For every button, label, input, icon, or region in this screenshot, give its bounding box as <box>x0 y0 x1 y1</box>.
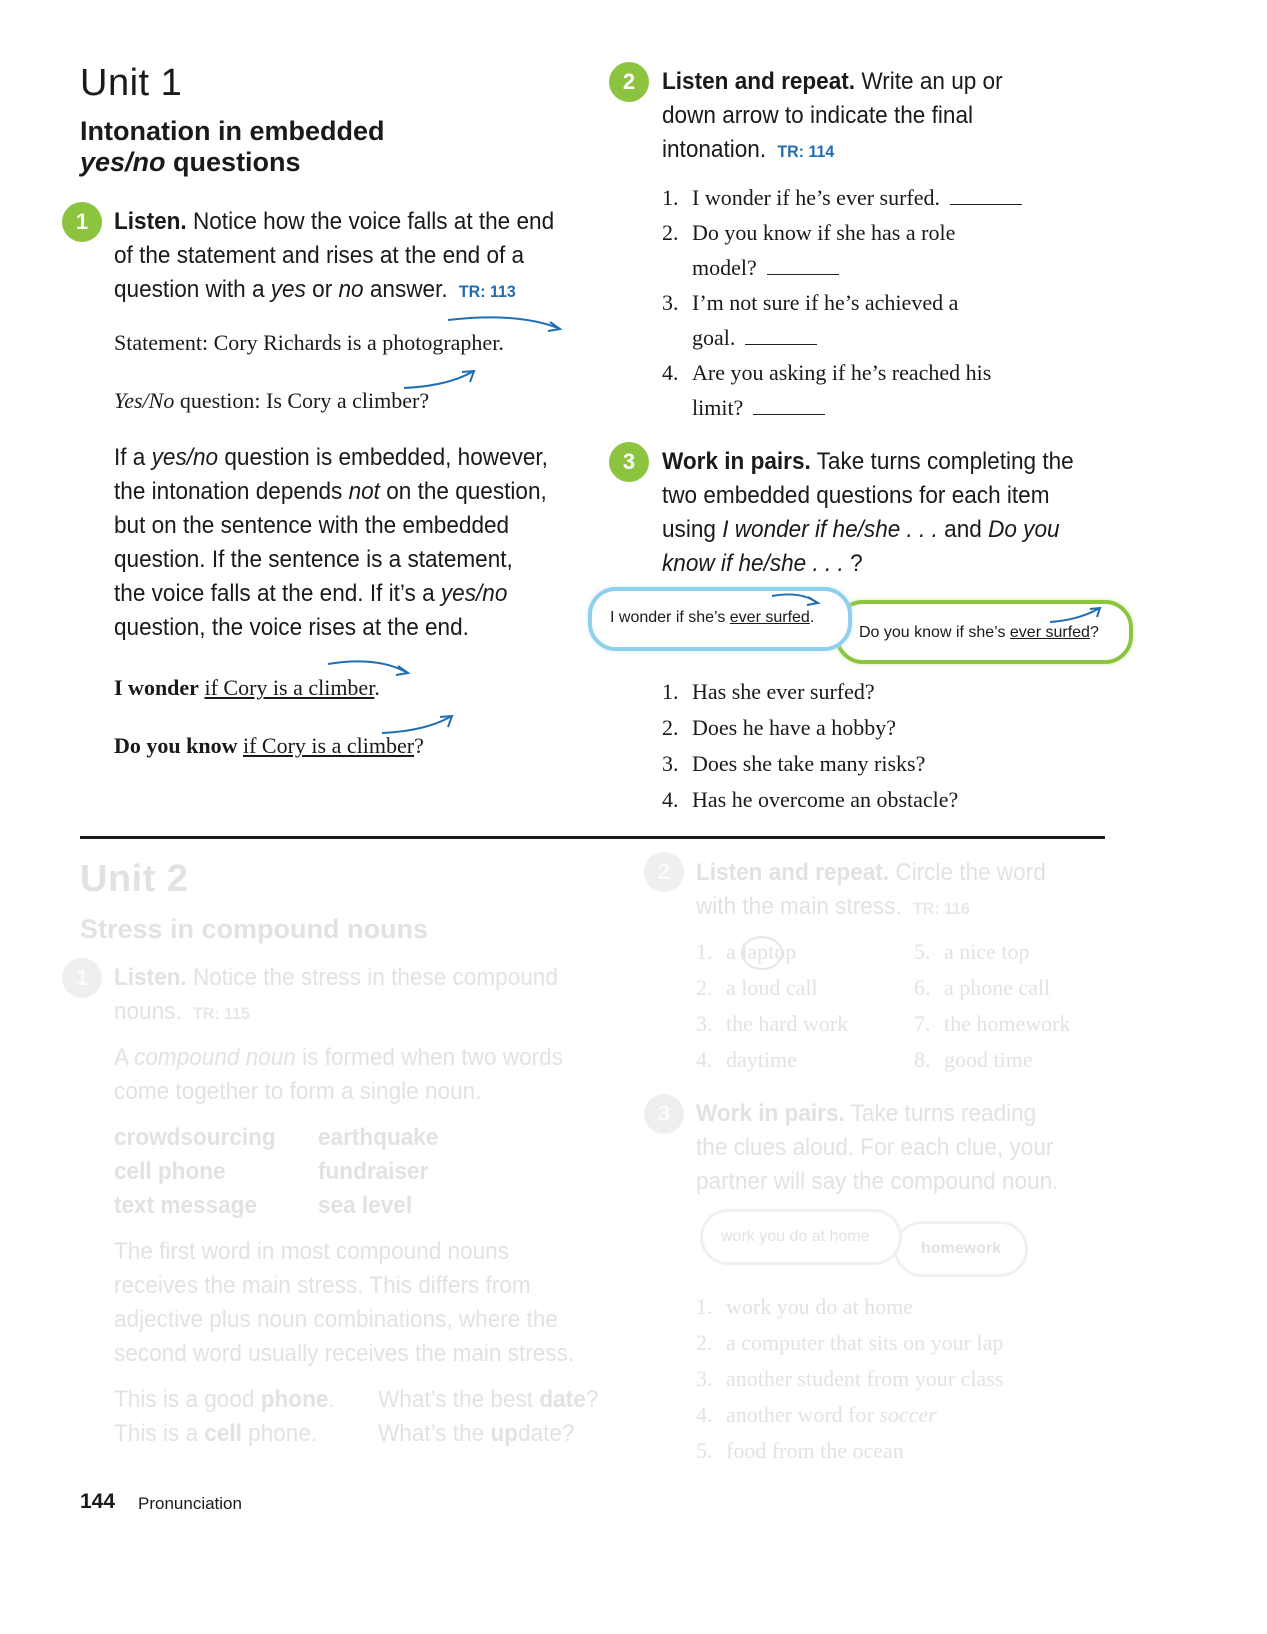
exercise-3-badge: 3 <box>609 442 649 482</box>
compound-words-col2 <box>318 1121 438 1223</box>
item-text: Does he have a hobby? <box>692 715 897 740</box>
answer-blank[interactable] <box>950 186 1022 205</box>
exercise-1-instructions <box>114 205 584 309</box>
item-text: a nice top <box>944 939 1030 964</box>
example1-under: if Cory is a climber <box>204 675 375 700</box>
item-number: 4. <box>662 787 679 812</box>
item-number: 5. <box>696 1438 713 1463</box>
para-italic: not <box>348 478 380 505</box>
compound-word: text message <box>114 1192 257 1219</box>
list-item[interactable] <box>696 934 906 970</box>
list-item <box>662 285 1082 355</box>
list-item[interactable] <box>696 1042 906 1078</box>
para-text: question is embedded, however, <box>218 444 548 471</box>
ex3-line3-pre: using <box>662 516 723 543</box>
item-number: 3. <box>696 1011 713 1036</box>
item-number: 3. <box>696 1366 713 1391</box>
item-number: 3. <box>662 751 679 776</box>
item-number: 1. <box>662 679 679 704</box>
speech-bubble-clue <box>700 1209 902 1265</box>
item-text: another word for <box>726 1402 880 1427</box>
section-divider <box>80 836 1105 839</box>
para-text: but on the sentence with the embedded <box>114 512 510 539</box>
contrast-text: What’s the <box>378 1420 491 1447</box>
ex3-bold: Work in pairs. <box>662 448 811 475</box>
para-text: on the question, <box>379 478 547 505</box>
contrast-text: This is a <box>114 1420 205 1447</box>
list-item[interactable] <box>914 934 1114 970</box>
list-item <box>696 1361 1116 1397</box>
item-number: 2. <box>662 220 679 245</box>
para-italic: yes/no <box>440 580 508 607</box>
contrast-text: . <box>328 1386 335 1413</box>
exercise-3-list <box>662 674 1102 818</box>
list-item <box>696 1289 1116 1325</box>
ex1-no: no <box>338 276 364 303</box>
u2-ex3-line2: the clues aloud. For each clue, your <box>696 1134 1054 1161</box>
exercise-1-badge: 1 <box>62 202 102 242</box>
item-number: 1. <box>696 939 713 964</box>
list-item <box>662 782 1102 818</box>
para-text: second word usually receives the main stress. <box>114 1340 575 1367</box>
item-text: Has she ever surfed? <box>692 679 875 704</box>
item-text: a phone call <box>944 975 1051 1000</box>
list-item <box>696 1433 1116 1469</box>
item-text: I’m not sure if he’s achieved a <box>692 290 959 315</box>
track-116: TR: 116 <box>912 899 970 918</box>
item-text: a loud call <box>726 975 818 1000</box>
answer-blank[interactable] <box>753 396 825 415</box>
item-text: limit? <box>692 395 744 420</box>
ex2-line2: down arrow to indicate the final <box>662 102 974 129</box>
item-number: 6. <box>914 975 931 1000</box>
unit2-exercise-1-badge: 1 <box>62 958 102 998</box>
list-item[interactable] <box>696 970 906 1006</box>
ex3-italic: know if he/she . . . <box>662 550 844 577</box>
ex1-line3-pre: question with a <box>114 276 271 303</box>
ex2-line3: intonation. <box>662 136 767 163</box>
para-italic: yes/no <box>151 444 219 471</box>
bubble-answer-text: homework <box>921 1240 1002 1257</box>
ex1-yes: yes <box>270 276 306 303</box>
track-115: TR: 115 <box>193 1004 250 1023</box>
subtitle-rest: questions <box>165 147 301 177</box>
item-number: 4. <box>696 1047 713 1072</box>
falling-arrow-icon <box>326 658 416 682</box>
example2-under: if Cory is a climber <box>242 733 415 758</box>
stress-explanation <box>114 1235 603 1371</box>
answer-blank[interactable] <box>767 256 839 275</box>
ex3-line4-post: ? <box>843 550 863 577</box>
bubble2-pre: Do you know if she’s <box>859 624 1010 641</box>
def-line2: come together to form a single noun. <box>114 1078 482 1105</box>
contrast-stress: phone <box>260 1386 329 1413</box>
u2-ex1-line1: Notice the stress in these compound <box>186 964 558 991</box>
item-text: model? <box>692 255 757 280</box>
unit2-subtitle: Stress in compound nouns <box>80 914 429 944</box>
item-text: another student from your class <box>726 1366 1004 1391</box>
example2-end: ? <box>414 733 424 758</box>
bubble1-under: ever surfed <box>729 609 810 626</box>
unit2-title: Unit 2 <box>80 858 189 900</box>
ex3-italic: I wonder if he/she . . . <box>722 516 938 543</box>
item-text: Does she take many risks? <box>692 751 926 776</box>
item-text: good time <box>944 1047 1033 1072</box>
u2-ex3-line3: partner will say the compound noun. <box>696 1168 1059 1195</box>
item-number: 8. <box>914 1047 931 1072</box>
ex3-line3-mid: and <box>937 516 989 543</box>
item-number: 2. <box>696 1330 713 1355</box>
ex3-italic: Do you <box>988 516 1060 543</box>
para-text: If a <box>114 444 152 471</box>
list-item <box>662 710 1102 746</box>
contrast-stress: cell <box>204 1420 242 1447</box>
ex2-bold: Listen and repeat. <box>662 68 856 95</box>
def-post: is formed when two words <box>295 1044 563 1071</box>
para-text: question. If the sentence is a statement, <box>114 546 513 573</box>
item-number: 2. <box>662 715 679 740</box>
question-rest: question: Is Cory a climber? <box>174 388 430 413</box>
unit1-title: Unit 1 <box>80 62 183 104</box>
item-number: 5. <box>914 939 931 964</box>
compound-noun-definition <box>114 1041 584 1109</box>
circle-mark <box>741 936 783 970</box>
bubble2-end: ? <box>1089 624 1099 641</box>
u2-ex3-bold: Work in pairs. <box>696 1100 845 1127</box>
contrast-text: This is a good <box>114 1386 261 1413</box>
list-item <box>662 180 1082 215</box>
unit2-exercise-3-instructions <box>696 1097 1100 1199</box>
item-text: I wonder if he’s ever surfed. <box>692 185 941 210</box>
item-text: Are you asking if he’s reached his <box>692 360 992 385</box>
exercise-2-instructions <box>662 65 1085 169</box>
bubble2-under: ever surfed <box>1009 624 1090 641</box>
compound-word: crowdsourcing <box>114 1124 276 1151</box>
item-text: Has he overcome an obstacle? <box>692 787 959 812</box>
ex2-line1: Write an up or <box>855 68 1003 95</box>
ex1-line3-post: answer. <box>363 276 448 303</box>
rising-arrow-icon <box>1048 606 1108 626</box>
ex1-line1: Notice how the voice falls at the end <box>186 208 555 235</box>
list-item <box>662 746 1102 782</box>
item-text: daytime <box>726 1047 797 1072</box>
u2-ex2-bold: Listen and repeat. <box>696 859 890 886</box>
exercise-2-list <box>662 180 1082 425</box>
item-number: 1. <box>662 185 679 210</box>
embedded-question-example <box>114 731 424 761</box>
item-italic: soccer <box>879 1402 937 1427</box>
para-text: The first word in most compound nouns <box>114 1238 509 1265</box>
contrast-col2 <box>378 1383 598 1451</box>
exercise-2-badge: 2 <box>609 62 649 102</box>
contrast-text: phone. <box>241 1420 318 1447</box>
contrast-text: What’s the best <box>378 1386 540 1413</box>
statement-example: Statement: Cory Richards is a photographer. <box>114 330 504 355</box>
u2-ex1-line2: nouns. <box>114 998 182 1025</box>
unit1-subtitle <box>80 116 385 178</box>
item-text: food from the ocean <box>726 1438 904 1463</box>
para-text: question, the voice rises at the end. <box>114 614 469 641</box>
example2-bold: Do you know <box>114 733 238 758</box>
u2-ex2-line1: Circle the word <box>889 859 1046 886</box>
list-item <box>696 1325 1116 1361</box>
stress-list-col1 <box>696 934 906 1078</box>
embedded-explanation <box>114 441 584 645</box>
ex1-bold: Listen. <box>114 208 187 235</box>
unit2-exercise-1-instructions <box>114 961 584 1031</box>
item-text: the hard work <box>726 1011 849 1036</box>
clue-list <box>696 1289 1116 1469</box>
track-114: TR: 114 <box>777 142 835 161</box>
compound-word: cell phone <box>114 1158 226 1185</box>
para-text: adjective plus noun combinations, where the <box>114 1306 558 1333</box>
unit2-exercise-3-badge: 3 <box>644 1094 684 1134</box>
exercise-3-instructions <box>662 445 1104 581</box>
def-pre: A <box>114 1044 135 1071</box>
item-number: 2. <box>696 975 713 1000</box>
stress-list-col2 <box>914 934 1114 1078</box>
para-text: receives the main stress. This differs from <box>114 1272 531 1299</box>
unit2-exercise-2-instructions <box>696 856 1091 926</box>
question-label: Yes/No <box>114 388 175 413</box>
unit2-exercise-2-badge: 2 <box>644 852 684 892</box>
item-number: 4. <box>662 360 679 385</box>
contrast-stress: date <box>539 1386 586 1413</box>
item-text: a laptop <box>726 939 797 964</box>
footer-section: Pronunciation <box>138 1494 242 1513</box>
list-item <box>662 355 1082 425</box>
compound-word: sea level <box>318 1192 413 1219</box>
subtitle-line1: Intonation in embedded <box>80 116 385 146</box>
list-item <box>696 1397 1116 1433</box>
list-item[interactable] <box>914 970 1114 1006</box>
subtitle-yesno: yes/no <box>80 147 166 177</box>
def-italic: compound noun <box>134 1044 296 1071</box>
item-text: goal. <box>692 325 736 350</box>
list-item[interactable] <box>914 1042 1114 1078</box>
item-number: 4. <box>696 1402 713 1427</box>
contrast-text: date? <box>518 1420 575 1447</box>
ex1-or: or <box>305 276 339 303</box>
falling-arrow-icon <box>446 314 566 338</box>
u2-ex2-line2: with the main stress. <box>696 893 902 920</box>
u2-ex1-bold: Listen. <box>114 964 187 991</box>
para-text: the intonation depends <box>114 478 349 505</box>
question-example <box>114 386 429 416</box>
compound-words-col1 <box>114 1121 276 1223</box>
speech-bubble-answer <box>894 1221 1028 1277</box>
item-text: the homework <box>944 1011 1071 1036</box>
item-number: 7. <box>914 1011 931 1036</box>
item-text: Do you know if she has a role <box>692 220 956 245</box>
list-item[interactable] <box>696 1006 906 1042</box>
page-number: 144 <box>80 1490 116 1513</box>
list-item[interactable] <box>914 1006 1114 1042</box>
contrast-col1 <box>114 1383 335 1451</box>
list-item <box>662 674 1102 710</box>
item-number: 1. <box>696 1294 713 1319</box>
ex3-line1: Take turns completing the <box>810 448 1074 475</box>
ex1-line2: of the statement and rises at the end of a <box>114 242 525 269</box>
example1-end: . <box>374 675 380 700</box>
para-text: the voice falls at the end. If it’s a <box>114 580 441 607</box>
falling-arrow-icon <box>770 592 830 612</box>
example1-bold: I wonder <box>114 675 199 700</box>
list-item <box>662 215 1082 285</box>
item-number: 3. <box>662 290 679 315</box>
answer-blank[interactable] <box>745 326 817 345</box>
item-text: a computer that sits on your lap <box>726 1330 1004 1355</box>
u2-ex3-line1: Take turns reading <box>844 1100 1037 1127</box>
contrast-stress: up <box>490 1420 519 1447</box>
bubble1-end: . <box>809 609 815 626</box>
contrast-text: ? <box>585 1386 599 1413</box>
ex3-line2: two embedded questions for each item <box>662 482 1050 509</box>
compound-word: earthquake <box>318 1124 439 1151</box>
track-113: TR: 113 <box>458 282 516 301</box>
item-text: work you do at home <box>726 1294 913 1319</box>
rising-arrow-icon <box>402 368 482 392</box>
rising-arrow-icon <box>380 713 460 737</box>
bubble1-pre: I wonder if she’s <box>610 609 730 626</box>
bubble-clue-text: work you do at home <box>721 1228 870 1245</box>
compound-word: fundraiser <box>318 1158 429 1185</box>
